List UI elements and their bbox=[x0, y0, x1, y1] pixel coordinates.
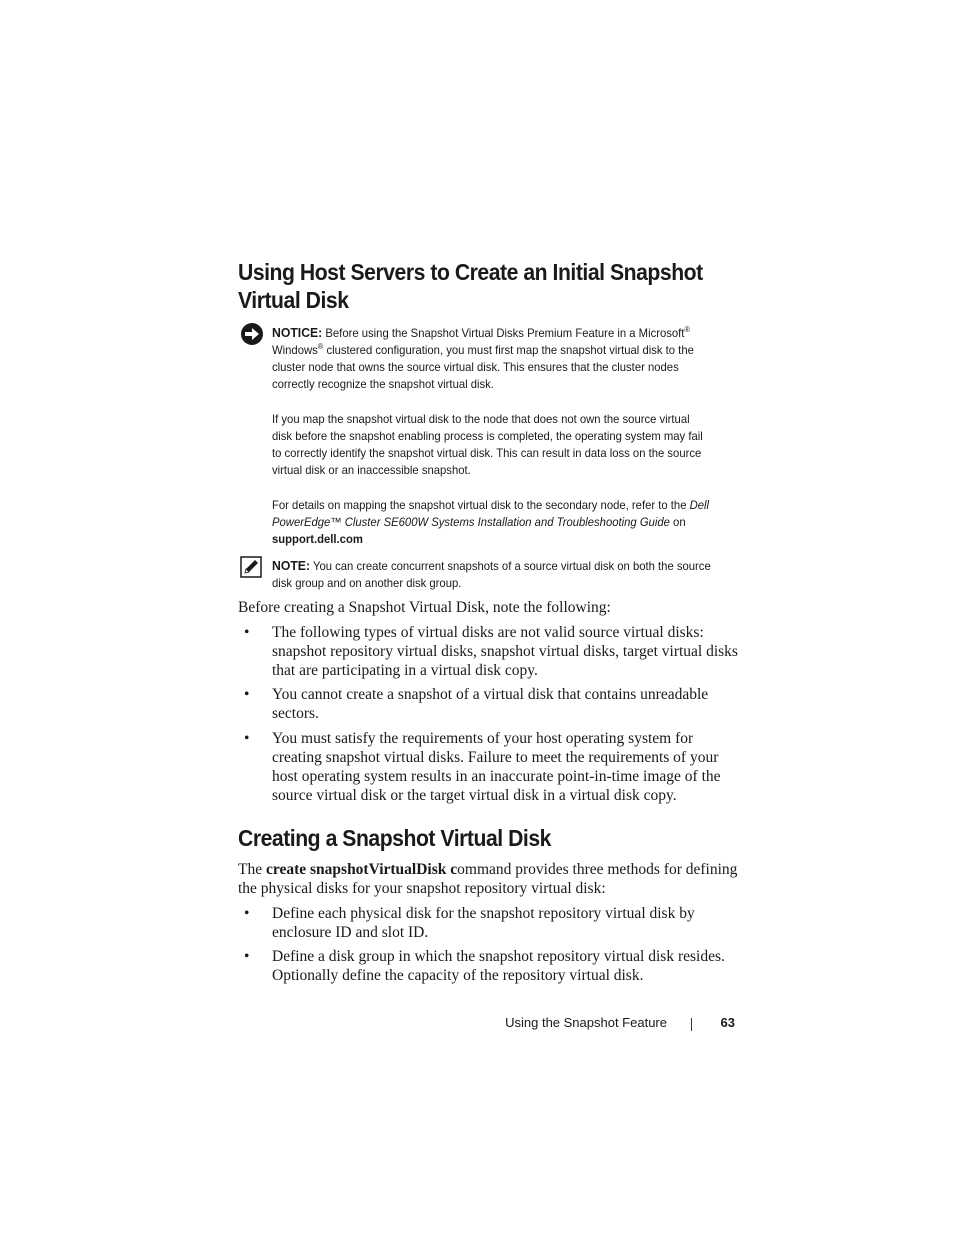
notice-text-3b: on bbox=[669, 515, 686, 529]
bullet-glyph: • bbox=[244, 624, 250, 641]
intro-text-b: ommand provides three methods for defining the physical disks for your snapshot repository virtual disk: bbox=[238, 861, 738, 897]
notice-paragraph-3 bbox=[272, 497, 712, 548]
note-paragraph bbox=[272, 557, 712, 592]
notice-arrow-icon bbox=[240, 322, 264, 346]
list-item bbox=[238, 947, 743, 985]
section2-intro bbox=[238, 860, 743, 898]
page-footer bbox=[460, 1015, 735, 1035]
footer-section-title: Using the Snapshot Feature bbox=[505, 1015, 667, 1030]
note-pencil-icon bbox=[240, 556, 262, 578]
notice-paragraph-1 bbox=[272, 324, 712, 393]
section-heading-creating-snapshot: Creating a Snapshot Virtual Disk bbox=[238, 825, 551, 851]
support-link[interactable]: support.dell.com bbox=[272, 532, 363, 546]
list-item-text: You cannot create a snapshot of a virtual disk that contains unreadable sectors. bbox=[272, 686, 709, 722]
page-number: 63 bbox=[720, 1015, 735, 1030]
notice-text-3a: For details on mapping the snapshot virtual disk to the secondary node, refer to the bbox=[272, 498, 690, 512]
note-text: You can create concurrent snapshots of a source virtual disk on both the source disk group and on another disk group. bbox=[272, 559, 711, 590]
bullet-glyph: • bbox=[244, 905, 250, 922]
list-item bbox=[238, 623, 743, 680]
section1-intro: Before creating a Snapshot Virtual Disk, note the following: bbox=[238, 599, 611, 616]
note-label: NOTE: bbox=[272, 558, 311, 573]
bullet-glyph: • bbox=[244, 948, 250, 965]
notice-text-1a: Before using the Snapshot Virtual Disks Premium Feature in a Microsoft bbox=[325, 326, 685, 340]
notice-text-1b: Windows bbox=[272, 343, 318, 357]
note-block bbox=[272, 557, 712, 592]
list-item bbox=[238, 904, 743, 942]
guide-title: Dell PowerEdge™ Cluster SE600W Systems Installation and Troubleshooting Guide bbox=[272, 498, 710, 529]
registered-mark: ® bbox=[317, 342, 324, 351]
list-item bbox=[238, 685, 743, 723]
registered-mark: ® bbox=[684, 325, 690, 334]
list-item-text: Define each physical disk for the snapshot repository virtual disk by enclosure ID and slot ID. bbox=[272, 905, 695, 941]
bullet-glyph: • bbox=[244, 730, 250, 747]
notice-label: NOTICE: bbox=[272, 325, 323, 340]
footer-separator bbox=[691, 1018, 692, 1031]
intro-text-a: The bbox=[238, 861, 266, 878]
command-name: create snapshotVirtualDisk c bbox=[265, 861, 458, 878]
bullet-glyph: • bbox=[244, 686, 250, 703]
list-item-text: Define a disk group in which the snapshot repository virtual disk resides. Optionally define the capacity of the repository virtual disk. bbox=[272, 948, 725, 984]
notice-block bbox=[272, 324, 712, 548]
section-heading-host-servers: Using Host Servers to Create an Initial Snapshot Virtual Disk bbox=[238, 259, 703, 313]
list-item-text: The following types of virtual disks are not valid source virtual disks: snapshot repository virtual disks, snapshot virtual disks, target virtual disks that are participating in a virtual disk copy. bbox=[272, 624, 738, 679]
list-item-text: You must satisfy the requirements of your host operating system for creating snapshot virtual disks. Failure to meet the requirements of your host operating system results in an inaccurate point-in-time image of the source virtual disk or the target virtual disk in a virtual disk copy. bbox=[272, 730, 721, 804]
notice-text-1c: clustered configuration, you must first map the snapshot virtual disk to the cluster node that owns the source virtual disk. This ensures that the cluster nodes correctly recognize the snapshot virtual disk. bbox=[272, 343, 694, 391]
list-item bbox=[238, 729, 743, 805]
notice-paragraph-2: If you map the snapshot virtual disk to the node that does not own the source virtual disk before the snapshot enabling process is completed, the operating system may fail to correctly identify the snapshot virtual disk. This can result in data loss on the source virtual disk or an inaccessible snapshot. bbox=[272, 412, 703, 477]
